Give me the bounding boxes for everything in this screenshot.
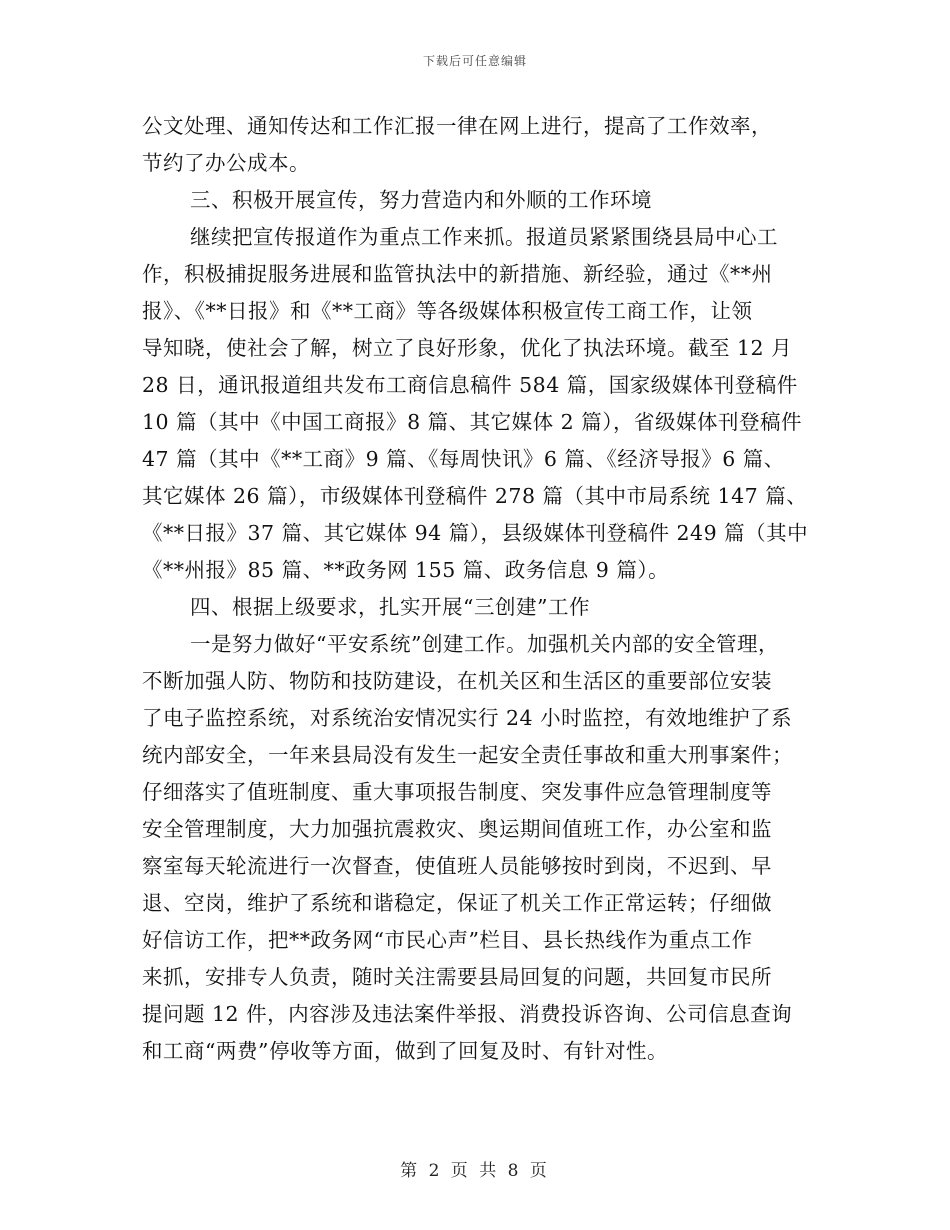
text-line: 节约了办公成本。 bbox=[142, 151, 310, 175]
page-header-note: 下载后可任意编辑 bbox=[422, 54, 527, 68]
text-line: 仔细落实了值班制度、重大事项报告制度、突发事件应急管理制度等 bbox=[142, 780, 772, 804]
text-line: 《**州报》85 篇、**政务网 155 篇、政务信息 9 篇）。 bbox=[142, 558, 670, 582]
text-line: 报》、《**日报》和《**工商》等各级媒体积极宣传工商工作，让领 bbox=[142, 299, 753, 323]
text-line: 来抓，安排专人负责，随时关注需要县局回复的问题，共回复市民所 bbox=[142, 965, 772, 989]
text-line: 安全管理制度，大力加强抗震救灾、奥运期间值班工作，办公室和监 bbox=[142, 817, 772, 841]
text-line: 28 日，通讯报道组共发布工商信息稿件 584 篇，国家级媒体刊登稿件 bbox=[142, 373, 798, 397]
text-line: 导知晓，使社会了解，树立了良好形象，优化了执法环境。截至 12 月 bbox=[142, 336, 793, 360]
text-line: 不断加强人防、物防和技防建设，在机关区和生活区的重要部位安装 bbox=[142, 669, 772, 693]
text-line: 其它媒体 26 篇），市级媒体刊登稿件 278 篇（其中市局系统 147 篇、 bbox=[142, 484, 808, 508]
text-line: 提问题 12 件，内容涉及违法案件举报、消费投诉咨询、公司信息查询 bbox=[142, 1002, 793, 1026]
document-body bbox=[142, 108, 812, 1070]
text-line: 统内部安全，一年来县局没有发生一起安全责任事故和重大刑事案件； bbox=[142, 743, 793, 767]
text-line: 公文处理、通知传达和工作汇报一律在网上进行，提高了工作效率， bbox=[142, 114, 772, 138]
text-line: 了电子监控系统，对系统治安情况实行 24 小时监控，有效地维护了系 bbox=[142, 706, 793, 730]
text-line: 和工商“两费”停收等方面，做到了回复及时、有针对性。 bbox=[142, 1039, 668, 1063]
text-line: 继续把宣传报道作为重点工作来抓。报道员紧紧围绕县局中心工 bbox=[190, 225, 778, 249]
text-line: 好信访工作，把**政务网“市民心声”栏目、县长热线作为重点工作 bbox=[142, 928, 753, 952]
text-line: 10 篇（其中《中国工商报》8 篇、其它媒体 2 篇），省级媒体刊登稿件 bbox=[142, 410, 802, 434]
text-line: 《**日报》37 篇、其它媒体 94 篇），县级媒体刊登稿件 249 篇（其中 bbox=[142, 521, 809, 545]
page-number-footer: 第 2 页 共 8 页 bbox=[400, 1161, 550, 1181]
text-line: 47 篇（其中《**工商》9 篇、《每周快讯》6 篇、《经济导报》6 篇、 bbox=[142, 447, 785, 471]
text-line: 一是努力做好“平安系统”创建工作。加强机关内部的安全管理， bbox=[190, 632, 779, 656]
text-line: 四、根据上级要求，扎实开展“三创建”工作 bbox=[190, 595, 590, 619]
text-line: 退、空岗，维护了系统和谐稳定，保证了机关工作正常运转；仔细做 bbox=[142, 891, 772, 915]
text-line: 察室每天轮流进行一次督查，使值班人员能够按时到岗，不迟到、早 bbox=[142, 854, 772, 878]
text-line: 作，积极捕捉服务进展和监管执法中的新措施、新经验，通过《**州 bbox=[142, 262, 773, 286]
text-line: 三、积极开展宣传，努力营造内和外顺的工作环境 bbox=[190, 188, 652, 212]
